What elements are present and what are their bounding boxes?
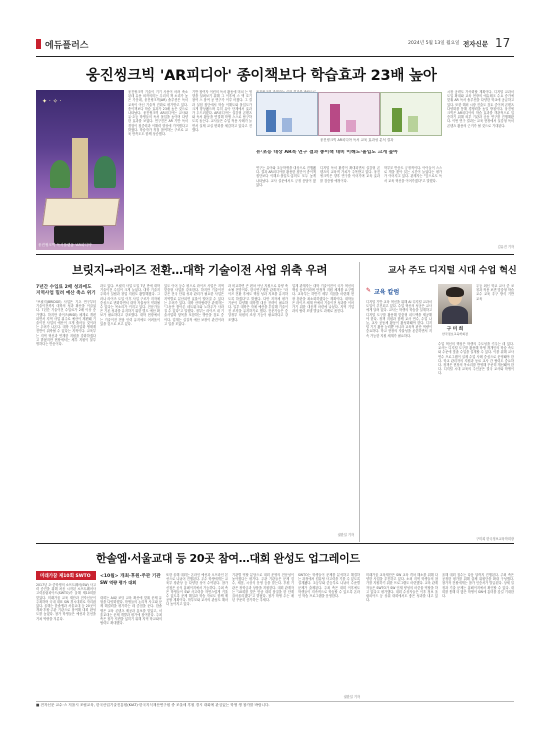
section-divider <box>36 543 514 544</box>
article1-body-col7: 시장 공략도 가속화할 계획이다. 디지털 교과서 도입 확대와 교육 현장의 에듀테크 수요 증가에 맞춰 AR 독서 솔루션을 다양한 학교에 공급하고 있다. 또한 해외 시장 진출도 검토 중이며 콘텐츠 다양화를 통해 경쟁력을 높일 방침이다. 웅진씽크빅은 AR피디아의 학습 효과를 객관적으로 입증하기 위해 외부 기관과 공동 연구를 진행해왔다. 이번 연구 결과는 교육 현장에서 실감형 독서 콘텐츠 활용의 근거가 될 것으로 기대된다. <box>447 90 514 128</box>
book-shape <box>42 198 120 226</box>
bar-mark <box>282 118 292 132</box>
footer-rule <box>36 701 514 702</box>
column-divider <box>359 262 360 542</box>
article1-byline: 김유진 기자 <box>497 245 514 249</box>
article1-headline: 웅진씽크빅 'AR피디아' 종이책보다 학습효과 23배 높아 <box>86 68 437 84</box>
article2-body-col3: 있도 이어 등수 평으로 라이즈 사업은 지역 맞춤형 사업을 강조한다. 하지만 기술이전 같은 전국 단위 성과 관리가 필요한 사업은 지역별로 분산되면 효율이 떨어질 수 있다는 우려가 있다. 대학 산학협력단 관계자는 "그동안 쌓아온 네트워크와 노하우가 사라질 수 있다"고 말했다. 정부는 라이즈 내 기술사업화 항목을 포함하는 방안을 검토 중이다. 업계는 실질적 예산 보장이 관건이라고 입을 모았다. <box>164 284 224 326</box>
paper-name: 전자신문 <box>463 39 489 48</box>
column-headline: 교사 주도 디지털 시대 수업 혁신 <box>388 266 517 276</box>
article2-body-col5: 업계 관계자는 대학 기술이전이 국가 혁신의 핵심 동력이라며 안정적 지원 체계를 요구했다. 교육부는 하반기 세부 지침을 마련해 현장 혼란을 최소화하겠다는 계획이다. 대학들은 라이즈 체계 안에서 기술이전 성과를 이어가기 위한 대응책 마련에 나섰다. 지역 기업과의 협력 모델 발굴도 과제로 꼽힌다. <box>292 284 354 314</box>
stars-decoration: ✦ · ✧ · <box>42 98 62 105</box>
article3-subtitle-text: SW 역량 평가 대회 <box>100 580 137 585</box>
section-marker <box>36 39 41 49</box>
header-rule <box>36 56 514 57</box>
article3-label-box <box>36 571 96 580</box>
portrait-body <box>442 306 468 324</box>
image-caption: 웅진씽크빅 독서플랫폼 'AR피디아' <box>38 243 93 247</box>
article3-body-col5: SWTO는 학생들이 문제를 분석하고 해결하는 과정에서 컴퓨팅 사고력을 기를 수 있도록 설계됐다. 초등부와 중등부로 나뉘어 수준별 문제가 출제된다. 주최 측은 대회 이후에도 학생들이 지속적으로 학습할 수 있도록 온라인 학습 프로그램을 운영한다. <box>298 573 360 599</box>
section-label: 에듀플러스 <box>45 41 89 51</box>
column-body-col3: 수업 혁신의 핵심은 학생의 주도성을 키우는 데 있다. 교사는 디지털 도구를 활용해 학생 개개인의 학습 속도와 수준에 맞춘 수업을 설계할 수 있다. 이를 위해 교사 연수 프로그램이 실제 수업 사례 중심으로 운영돼야 한다. 학교 관리자의 지원과 동료 교사 간 협력도 중요하다. 정책은 현장의 목소리를 반영해 꾸준히 개선돼야 한다. 디지털 시대 교육의 주인공은 결국 교사와 학생이다. <box>438 342 514 376</box>
footer-note: ■ 전자신문 교수·스 저을시 조립교육, 한국산업기술진흥원(KIAT)·한국지식재산연구원 중 조울세 후원 경시 대회에 관심있는 학생 생 참가를 바랍니다. <box>36 703 270 707</box>
article1-body-col1: 웅진씽크빅 기술이 기기 사용이 어려 축소된데 유용 외작의미는 우리의 책 소리가 높은 가운데, 웅진씽크빅(AR) 솔루션은 독서 교육이 아닌 기술적 진화로 평가받고 있다. 종이책보다 학습 효과가 23배 높은 것으로 나타났다. 웅진씽크빅 AR피디아는 교사와 유·초등 학생들의 독서 몰입을 높이며 다양한 효과를 보였다. 연구진은 AR 기반 독서 경험이 집중력과 이해력 향상에 기여했다고 밝혔다. 학습자가 직접 참여하는 구조로 교육 만족도도 함께 상승했다. <box>128 90 188 137</box>
article1-chart-image <box>256 92 442 136</box>
article3-body-col6: 미래가꿈 교육재단은 SW 교육 격차 해소를 위해 다양한 사업을 추진하고 있다. 소외 지역 학생들의 참가를 지원하기 위한 프로그램도 마련했다. 교육 관계자들은 SWTO가 SW 인재 양성의 마중물 역할을 하고 있다고 평가했다. 대회 수상자들은 이후 정보 올림피아드 등 상위 대회에서도 좋은 성과를 내고 있다. <box>366 573 438 603</box>
article1-illustration <box>36 90 124 250</box>
page-header <box>36 36 514 56</box>
article2-byline: 권한일 기자 <box>337 533 354 537</box>
article3-byline: 권한일 기자 <box>343 695 360 699</box>
tablet-shape <box>54 226 104 244</box>
author-name: 구 미 희 <box>446 327 464 332</box>
article1-body-col2: 기반 참여자 이런의 독서 활동에 미치 는 영향을 살펴보기 위해 그 이후에 스 액 흐기 참여 스 참여 공 연구가 이루 어졌다. 그 결과 실험 집단에서 학습 이해도와 몰입도가 크게 향상됐으며 특히 유아 단계에서 효과가 두드러졌다. AR피디아는 실감형 콘텐츠와 독서 활동을 연결해 학생 스스로 탐구하도록 돕는다. 교사들은 수업 적용 사례가 늘면서 실제 교실 변화를 체감하고 있다고 전했다. <box>192 90 252 132</box>
portrait-hair <box>446 287 464 297</box>
bar-mark <box>408 116 418 132</box>
article1-body-col4: 연구는 유아와 초등학생을 대상으로 진행됐다. 결과 AR피디아를 활용한 집단이 종이책 집단보다 이해도·몰입도·흥미도 모두 높게 나타났다. 교사 설문에서도 긍정 응답이 많았다. <box>256 166 316 187</box>
column-body-col2: 우등 최신 학교 교사 중 코칭과 적용 보면 맞춤형 학습 교수 교육 추구 방식 기반 교육 <box>476 284 514 301</box>
article2-summary-line1: 7년간 수입료 2배 성과에도 <box>36 285 92 290</box>
article2-body-col1: "브릿지(BRIDGE) 사업은 기초 연구부터 기술이전까지 대학의 성과 확산을 이끌었다. 7년간 기술이전 수입료가 2배 이상 증가했다. 하지만 라이즈(RISE) 체계로 개편되면서 지역 사업 위주로 예산이 재편돼 기술이전 사업의 예산이 크게 줄어들 것이라는 우려가 나온다. 대학 기술사업화 생태계 전반이 위축될 수 있다는 지적이다. 교육부는 지역 혁신과 연계한 지원을 강화하겠다고 밝혔지만 현장에서는 세부 지원이 불투명하다는 반응이다. <box>36 300 96 347</box>
article1-subhead: 유·초등 대상 AR북 연구 결과 종이책 대비 이해도·몰입도 크게 높아 <box>256 150 398 155</box>
article3-subhead: <10월> 개최·후원·주관 기관 <box>100 574 161 579</box>
article3-body-col4: 기관별 역할 분담으로 대회 운영의 전문성이 높아졌다는 평가다. 주관 기관들은 문제 검수, 채점, 시상식 운영 등을 맡는다. 후원 기관은 장학금과 상품을 지원한다. 대회 관계자는 "10회를 맞은 만큼 대회 품질을 한 단계 끌어올리겠다"고 밝혔다. 참가 학생 수는 매년 꾸준히 증가하는 추세다. <box>232 573 294 603</box>
author-title: 한국정보교육학회장 <box>441 332 469 336</box>
bar-mark <box>330 104 340 132</box>
photo-caption: 웅진씽크빅 AR피디아 독서 교육 효과성 분석 결과 <box>320 138 394 142</box>
article2-body-col4: 과 비교하면 큰 편차 아닌 지원으로 다양 축소될 전망이다. 한국연구재단 관계자는 "라이즈 전환 후에도 핵심 성과 지표를 유지하도록 하겠다"고 밝혔다. 다만 지자체 평가 기준이 다양해 대학별 대응 전략이 필요하다. 일부 대학은 자체 예산을 투입해 기술이전 조직을 유지하기로 했다. 전문가들은 중앙정부 차원의 조정 기능이 필요하다고 강조했다. <box>228 284 288 322</box>
author-photo <box>438 284 472 324</box>
article3-headline: 한솔엠·서울교대 등 20곳 참여…대회 완성도 업그레이드 <box>96 552 360 565</box>
tower-shape <box>72 138 88 198</box>
bar-mark <box>266 110 276 132</box>
article1-body-col5: 디지털 독서 환경이 확대되면서 실감형 콘텐츠의 교육적 가치가 주목받고 있다. 웅진씽크빅은 향후 연구를 이어가며 교육 효과를 검증할 예정이다. <box>320 166 380 183</box>
column-logo <box>366 286 406 296</box>
bar-mark <box>346 120 356 132</box>
tree-shape <box>50 160 70 188</box>
article3-body-col3: 또한 올해 대회는 온라인 예선과 오프라인 본선으로 나뉘어 진행된다. 우수 학생에게는 교육부 장관상 등 다양한 상이 수여된다. 참가 신청은 공식 홈페이지에서 가능하다. 주최 측은 학생들이 SW 사고력을 자연스럽게 키울 수 있도록 문제 해설과 학습 자료도 함께 제공할 계획이다. 학부모와 교사의 관심도 해마다 높아지고 있다. <box>166 573 228 607</box>
page-number: 17 <box>495 36 511 50</box>
article1-body-col6: 학부모 반응도 긍정적이다. 아이들이 스스로 책을 찾아 읽는 시간이 늘었다는 평가가 이어지고 있다. 관계자는 "앞으로도 독서 교육 혁신을 이어가겠다"고 말했다. <box>384 166 442 183</box>
article3-body-col7: 올해 대회 접수는 다음 달까지 진행된다. 주최 측은 공정한 평가를 위해 출제 위원단을 확대 구성했다. 참가자 전원에게는 참가 인증서가 발급된다. 상세 일정과 기출 문제는 홈페이지에서 확인할 수 있다. 대회를 통해 더 많은 학생이 SW에 흥미를 갖길 기대한다. <box>442 573 514 599</box>
article3-label: 미래가꿈 제10회 SWTO <box>40 574 91 579</box>
pencil-icon: ✎ <box>366 287 372 294</box>
column-byline: 구미희 한국정보교육학회장 <box>476 537 514 541</box>
section-divider <box>36 254 514 255</box>
article2-headline: 브릿지→라이즈 전환…대학 기술이전 사업 위축 우려 <box>72 263 328 277</box>
issue-date: 2024년 5월 13일 월요일 <box>408 41 460 46</box>
article2-body-col2: 과도 있다. 브릿지 사업 도입 7년 만에 대학 기술이전 수입이 크게 늘었다. 대학 기술지주회사 설립과 창업 지원도 활발해졌다. 그러나 라이즈 도입 이후 사업 구조가 지자체 중심으로 변화하면서 대학 자율성이 약화될 수 있다는 목소리가 커지고 있다. 전문가들은 기존 성과를 유지하기 위한 별도 예산 확보가 필요하다고 강조했다. 대학 현장에서는 기술이전 전담 인력 유지에도 어려움이 있을 것으로 보고 있다. <box>100 284 160 326</box>
article3-subtitle-box <box>100 580 162 594</box>
column-logo-text: 교육 칼럼 <box>374 289 400 296</box>
article3-body-col2: 대회는 AI와 코딩 교육 확산에 맞춰 문제 유형을 다양화했다. 학생들의 논리적 사고와 문제 해결력을 평가하는 데 중점을 둔다. 한솔엠은 교육 콘텐츠 제공과 홍보를 맡았고, 서울교대는 문제 개발과 평가에 참여한다. 주최 측은 참가 저변을 넓히기 위해 지역 학교와의 협력도 확대했다. <box>100 596 162 626</box>
article2-summary-line2: 지역사업 밀려 예산 축소 위기 <box>36 291 96 296</box>
bar-mark <box>392 108 402 132</box>
tree-shape <box>94 156 116 188</box>
article3-body-col1: 2017년 초·중학생의 소프트웨어(SW) 사고력 증진을 위해 처음 시작된 소프트웨어사고력올림피아드(SWTO)가 올해 제10회를 맞았다. 미래가꿈 교육 재단과 전자신문이 주최하며 국내 대표 SW 경시대회로 자리잡았다. 올해는 한솔엠과 서울교대 등 20곳이 개최·후원·주관 기관으로 참여해 대회 완성도를 높였다. 참가 학생들은 예선과 본선을 거쳐 역량을 겨룬다. <box>36 583 96 621</box>
column-body-col1: 디지털 기반 교육 혁신을 위해 AI 디지털 교과서 도입이 추진되고 있다. 수업 혁신의 성공은 교사에게 달려 있다. 교사는 학생의 학습을 설계하고 디지털 도구를 활용해 맞춤형 피드백을 제공해야 한다. 정책 지원과 함께 교사 연수, 수업 나눔, 교사 공동체 활동이 활성화돼야 한다. 디지털 기기 활용 능력뿐 아니라 교육적 판단 역량이 중요하다. 학교 현장의 자율성을 존중하면서 지속 가능한 지원 체계가 필요하다. <box>366 300 432 338</box>
